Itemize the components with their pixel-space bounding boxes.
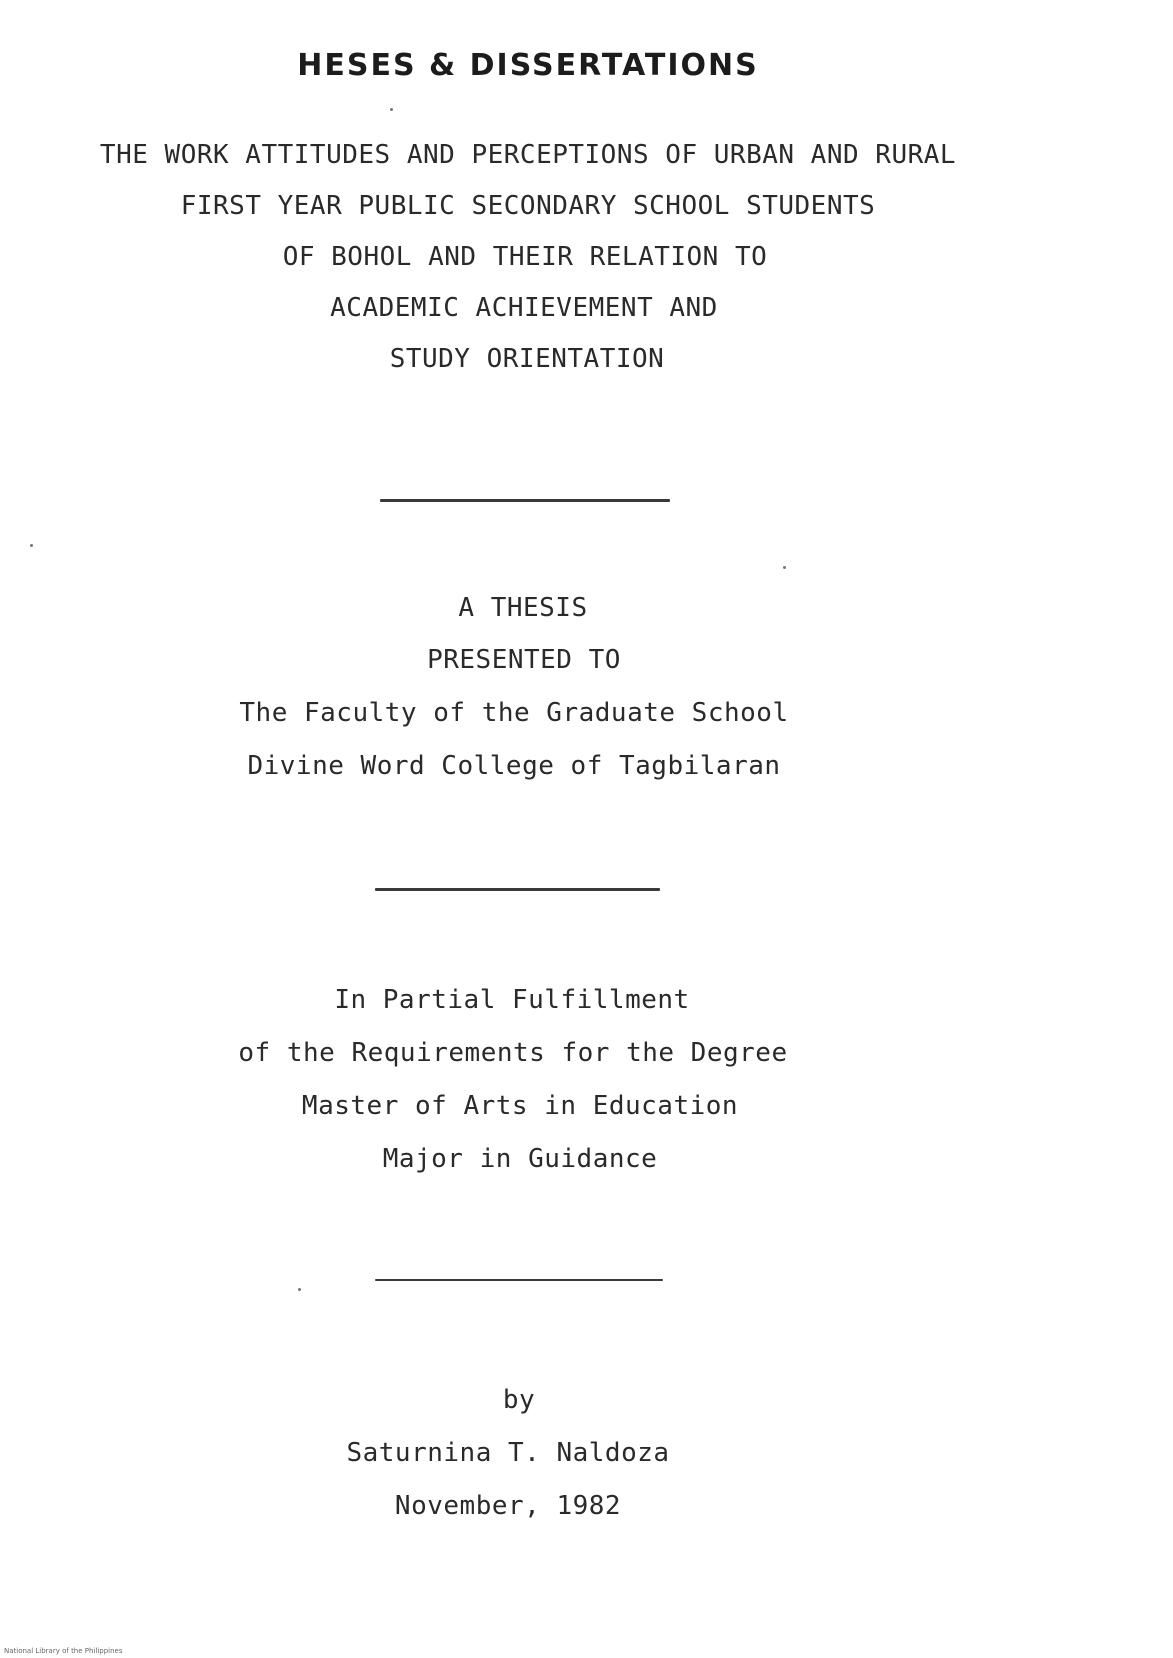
scan-speck (783, 566, 786, 569)
submission-date: November, 1982 (394, 1491, 622, 1521)
title-line: STUDY ORIENTATION (389, 344, 665, 374)
major-line: Major in Guidance (382, 1144, 658, 1174)
scan-speck (298, 1288, 301, 1291)
requirements-line: of the Requirements for the Degree (238, 1038, 788, 1068)
divider-rule (380, 499, 670, 502)
fulfillment-line: In Partial Fulfillment (334, 985, 690, 1015)
thesis-label: A THESIS (458, 593, 588, 623)
degree-line: Master of Arts in Education (301, 1091, 739, 1121)
scan-speck (30, 544, 33, 547)
title-line: ACADEMIC ACHIEVEMENT AND (330, 293, 718, 323)
author-name: Saturnina T. Naldoza (346, 1438, 670, 1468)
divider-rule (375, 888, 660, 891)
library-footer: National Library of the Philippines (4, 1647, 123, 1655)
title-line: OF BOHOL AND THEIR RELATION TO (282, 242, 768, 272)
by-label: by (502, 1385, 536, 1415)
presented-to: PRESENTED TO (427, 645, 621, 675)
scan-speck (390, 108, 393, 111)
title-line: THE WORK ATTITUDES AND PERCEPTIONS OF URBAN AND RURAL (99, 140, 957, 170)
faculty-line: The Faculty of the Graduate School (239, 698, 789, 728)
divider-rule (375, 1279, 663, 1281)
title-line: FIRST YEAR PUBLIC SECONDARY SCHOOL STUDENTS (180, 191, 876, 221)
theses-dissertations-stamp: HESES & DISSERTATIONS (297, 48, 759, 83)
college-line: Divine Word College of Tagbilaran (247, 751, 781, 781)
